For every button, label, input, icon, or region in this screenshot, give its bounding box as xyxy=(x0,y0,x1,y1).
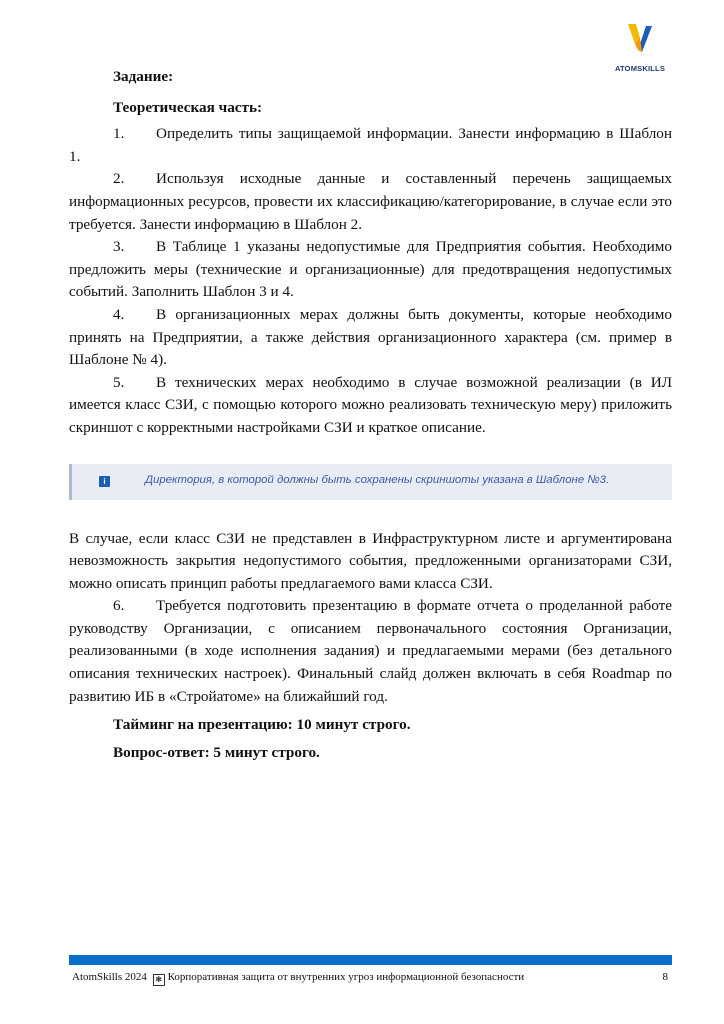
list-item-text: Используя исходные данные и составленный перечень защищаемых информационных ресурсов, провести их классификацию/категорирование, в случае если это требуется. Занести информацию в Шаблон 2. xyxy=(69,170,672,233)
footer-bar xyxy=(69,955,672,965)
list-item-text: В Таблице 1 указаны недопустимые для Предприятия события. Необходимо предложить меры (технические и организационные) для предотвращения недопустимых событий. Заполнить Шаблон 3 и 4. xyxy=(69,238,672,301)
list-item-text: Требуется подготовить презентацию в формате отчета о проделанной работе руководству Организации, с описанием первоначального состояния Организации, реализованными (в ходе исполнения задания) и предлагаемыми мерами (без детального описания технических настроек). Финальный слайд должен включать в себя Roadmap по развитию ИБ в «Стройатоме» на ближайший год. xyxy=(69,597,672,705)
list-item xyxy=(69,595,672,708)
list-item-number: 3. xyxy=(113,238,125,256)
logo-mark-icon xyxy=(626,22,654,58)
list-item-number: 6. xyxy=(113,597,125,615)
logo-text: ATOMSKILLS xyxy=(614,64,666,73)
list-item-text: В технических мерах необходимо в случае возможной реализации (в ИЛ имеется класс СЗИ, с помощью которого можно реализовать техническую меру) приложить скриншот с корректными настройками СЗИ и краткое описание. xyxy=(69,373,672,436)
list-item xyxy=(69,372,672,440)
qa-line: Вопрос-ответ: 5 минут строго. xyxy=(113,743,320,761)
list-item-text: В организационных мерах должны быть документы, которые необходимо принять на Предприятии, а также действия организационного характера (см. пример в Шаблоне № 4). xyxy=(69,305,672,369)
document-body xyxy=(69,66,672,764)
page-footer xyxy=(72,971,668,986)
list-item xyxy=(69,168,672,236)
list-item-number: 1. xyxy=(113,125,125,143)
footer-title: Корпоративная защита от внутренних угроз информационной безопасности xyxy=(167,971,525,983)
competition-emblem-icon: ❃ xyxy=(153,974,165,986)
task-heading: Задание: xyxy=(113,68,174,85)
info-note-text: Директория, в которой должны быть сохранены скриншоты указана в Шаблоне №3. xyxy=(145,473,610,486)
list-item-text: Определить типы защищаемой информации. Занести информацию в Шаблон 1. xyxy=(69,125,672,165)
theory-heading: Теоретическая часть: xyxy=(113,98,263,116)
timing-line: Тайминг на презентацию: 10 минут строго. xyxy=(113,716,411,734)
list-item xyxy=(69,123,672,168)
list-item-number: 2. xyxy=(113,170,125,188)
info-note xyxy=(69,464,672,500)
list-item-number: 5. xyxy=(113,373,125,391)
body-paragraph: В случае, если класс СЗИ не представлен в Инфраструктурном листе и аргументирована невозможность закрытия недопустимого события, предложенными организаторами СЗИ, можно описать принцип работы предлагаемого вами класса СЗИ. xyxy=(69,529,672,592)
footer-event: AtomSkills 2024 xyxy=(72,971,147,983)
info-icon: i xyxy=(99,476,110,487)
list-item-number: 4. xyxy=(113,305,125,323)
page-number: 8 xyxy=(662,971,668,983)
list-item xyxy=(69,236,672,304)
list-item xyxy=(69,304,672,372)
